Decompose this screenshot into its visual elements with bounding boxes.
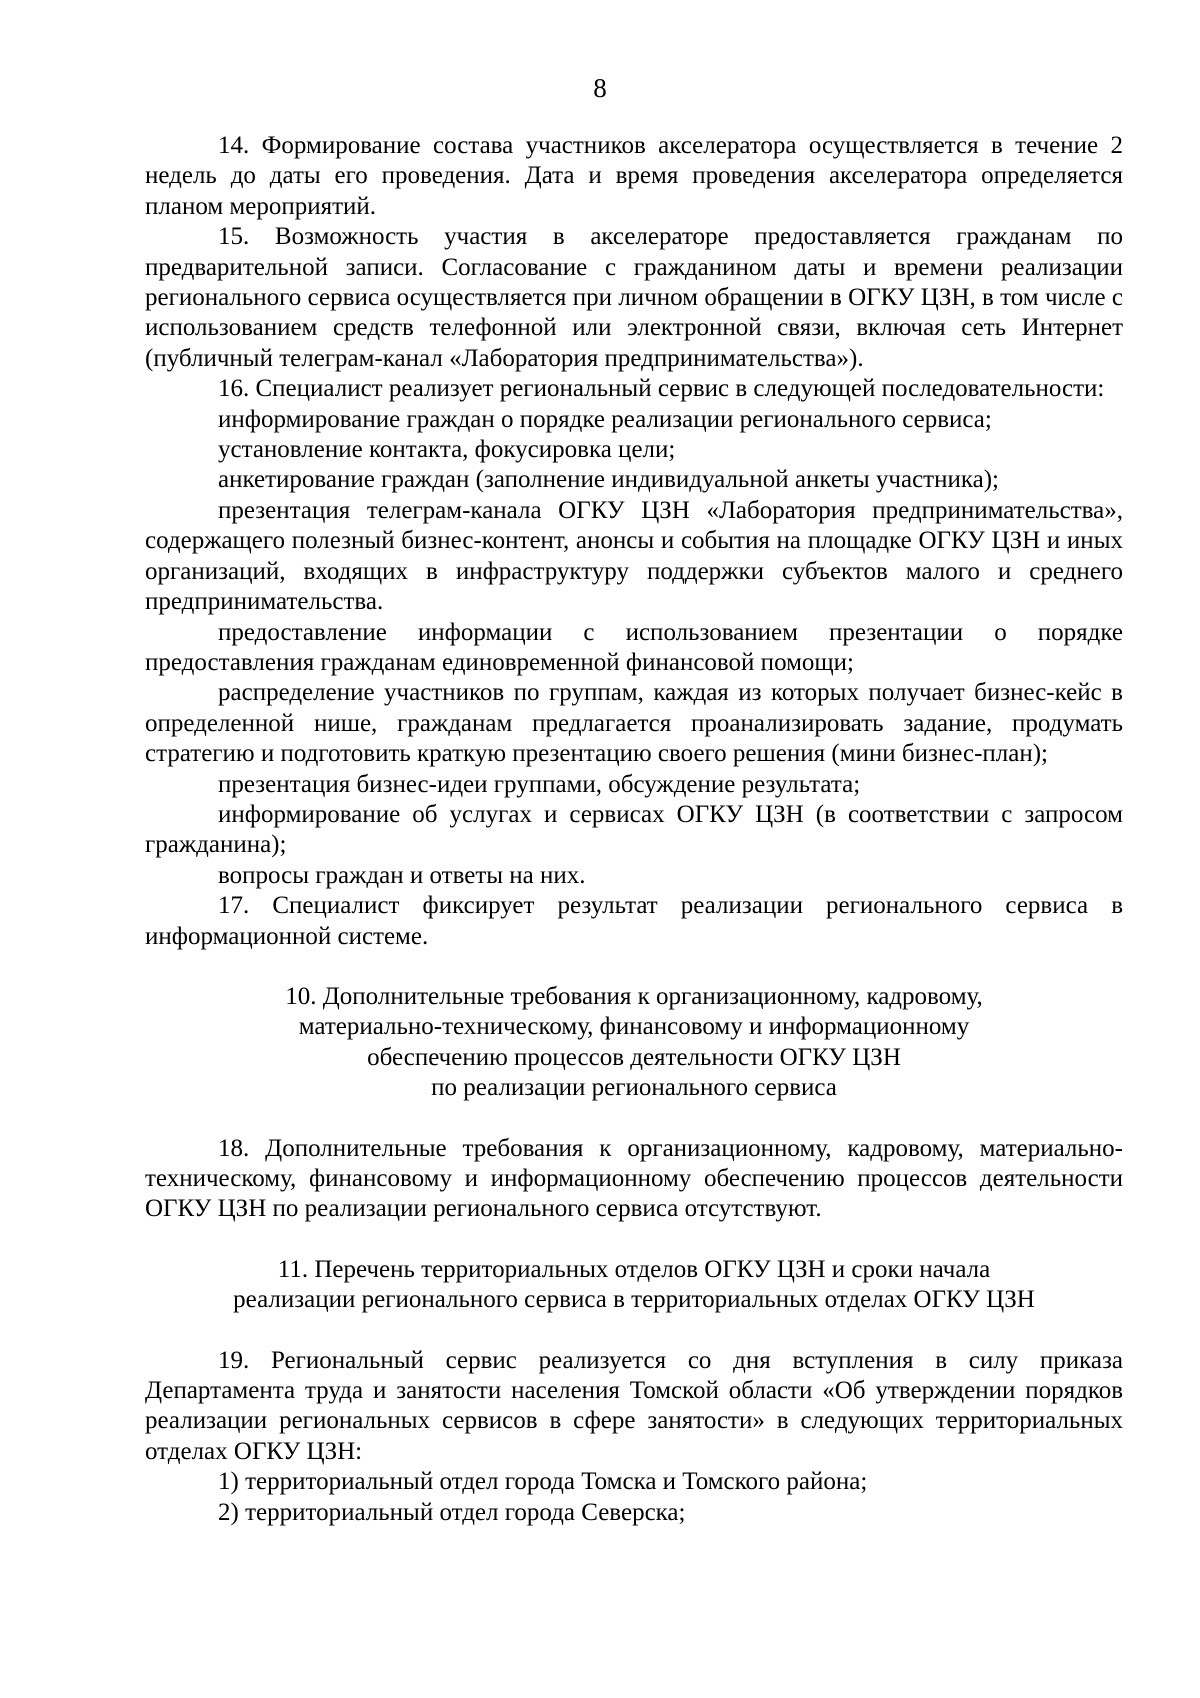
paragraph-17: 17. Специалист фиксирует результат реализации регионального сервиса в информационной системе. bbox=[145, 892, 1123, 950]
paragraph-18: 18. Дополнительные требования к организационному, кадровому, материально-техническому, финансовому и информационному обеспечению процессов деятельности ОГКУ ЦЗН по реализации регионального сервиса отсутствуют. bbox=[145, 1134, 1123, 1223]
paragraph-16: 16. Специалист реализует региональный сервис в следующей последовательности: bbox=[218, 375, 1105, 403]
list-item-group-distribution: распределение участников по группам, каждая из которых получает бизнес-кейс в определенной нише, гражданам предлагается проанализировать задание, продумать стратегию и подготовить краткую презентацию своего решения (мини бизнес-план); bbox=[145, 679, 1123, 768]
list-item-contact: установление контакта, фокусировка цели; bbox=[218, 436, 676, 464]
list-item-informing: информирование граждан о порядке реализации регионального сервиса; bbox=[218, 405, 992, 433]
document-body bbox=[145, 131, 1123, 1528]
list-item-services-info: информирование об услугах и сервисах ОГКУ ЦЗН (в соответствии с запросом гражданина); bbox=[145, 800, 1123, 859]
page-number: 8 bbox=[593, 73, 607, 103]
section-11-heading-line: 11. Перечень территориальных отделов ОГКУ ЦЗН и сроки начала bbox=[277, 1255, 991, 1283]
list-item-financial-info: предоставление информации с использованием презентации о порядке предоставления гражданам единовременной финансовой помощи; bbox=[145, 618, 1123, 676]
paragraph-14: 14. Формирование состава участников акселератора осуществляется в течение 2 недель до даты его проведения. Дата и время проведения акселератора определяется планом мероприятий. bbox=[145, 132, 1123, 220]
section-11-heading bbox=[145, 1255, 1123, 1316]
list-item-seversk: 2) территориальный отдел города Северска; bbox=[218, 1498, 686, 1526]
list-item-telegram-presentation: презентация телеграм-канала ОГКУ ЦЗН «Лаборатория предпринимательства», содержащего полезный бизнес-контент, анонсы и события на площадке ОГКУ ЦЗН и иных организаций, входящих в инфраструктуру поддержки субъектов малого и среднего предпринимательства. bbox=[145, 496, 1123, 616]
paragraph-15: 15. Возможность участия в акселераторе предоставляется гражданам по предварительной записи. Согласование с гражданином даты и времени реализации регионального сервиса осуществляется при личном обращении в ОГКУ ЦЗН, в том числе с использованием средств телефонной или электронной связи, включая сеть Интернет (публичный телеграм-канал «Лаборатория предпринимательства»). bbox=[145, 223, 1123, 372]
section-11-heading-line: реализации регионального сервиса в территориальных отделах ОГКУ ЦЗН bbox=[233, 1286, 1035, 1314]
list-item-survey: анкетирование граждан (заполнение индивидуальной анкеты участника); bbox=[218, 466, 999, 494]
section-10-heading-line: материально-техническому, финансовому и информационному bbox=[298, 1013, 970, 1041]
section-10-heading bbox=[145, 982, 1123, 1104]
section-10-heading-line: по реализации регионального сервиса bbox=[431, 1074, 837, 1102]
section-10-heading-line: обеспечению процессов деятельности ОГКУ ЦЗН bbox=[367, 1043, 901, 1071]
paragraph-19: 19. Региональный сервис реализуется со дня вступления в силу приказа Департамента труда и занятости населения Томской области «Об утверждении порядков реализации региональных сервисов в сфере занятости» в следующих территориальных отделах ОГКУ ЦЗН: bbox=[145, 1346, 1123, 1465]
list-item-questions: вопросы граждан и ответы на них. bbox=[218, 861, 586, 889]
section-10-heading-line: 10. Дополнительные требования к организационному, кадровому, bbox=[285, 982, 983, 1010]
list-item-idea-presentation: презентация бизнес-идеи группами, обсуждение результата; bbox=[218, 770, 861, 798]
list-item-tomsk: 1) территориальный отдел города Томска и Томского района; bbox=[218, 1468, 868, 1496]
